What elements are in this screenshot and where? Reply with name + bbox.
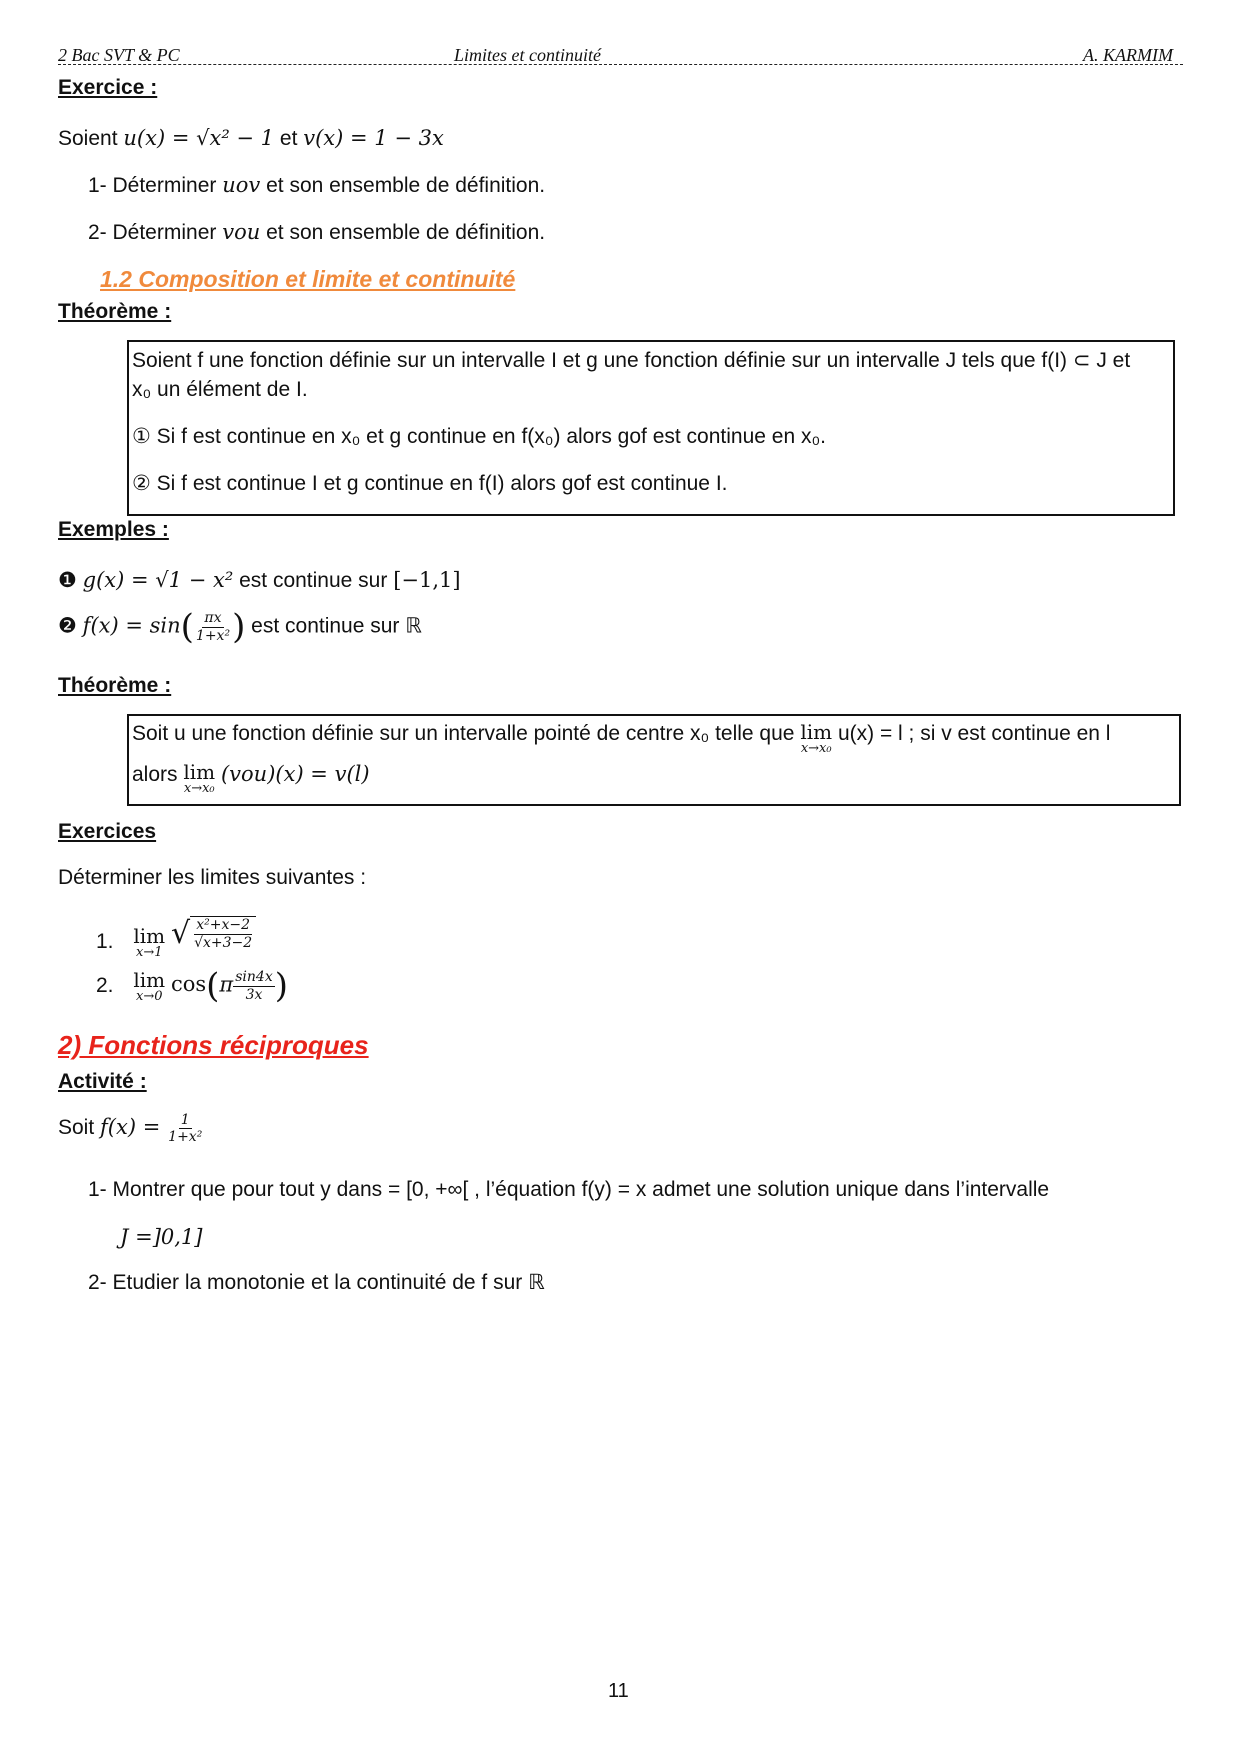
item1-suffix: et son ensemble de définition. (266, 174, 546, 197)
item1-math: uov (222, 173, 261, 197)
exercices-item-1-num: x²+x−2 (196, 917, 251, 934)
activite-soit: Soit (58, 1116, 95, 1140)
exercices-item-2 (96, 966, 288, 1006)
exemple-2-lparen: ( (180, 607, 194, 647)
header-right: A. KARMIM (1083, 45, 1173, 65)
activite-num: 1 (180, 1112, 190, 1128)
exemple-1-math: g(x) = √1 − x² (82, 568, 234, 592)
item2-prefix: 2- Déterminer (88, 221, 217, 244)
exercices-item-2-num: sin4x (235, 969, 273, 986)
exercices-item-2-fn: cos (170, 972, 207, 996)
exercice-item-2 (88, 220, 545, 245)
exemple-1 (58, 568, 461, 593)
theoreme-1-line-4: ② Si f est continue I et g continue en f(I) alors gof est continue I. (132, 472, 728, 495)
theoreme-1-line-3: ① Si f est continue en x₀ et g continue en f(x₀) alors gof est continue en x₀. (132, 425, 827, 448)
theoreme-2-lim (800, 722, 832, 755)
theoreme-2-line-1 (132, 722, 1110, 755)
exemple-1-interval: [−1,1] (393, 568, 461, 592)
theoreme-2-line-2-b: (vou)(x) = v(l) (220, 762, 370, 786)
exercices-item-2-lim-sub: x→0 (135, 989, 163, 1004)
exemple-1-text: est continue sur (239, 569, 388, 592)
exercice-intro-word: Soient (58, 127, 118, 150)
header-left: 2 Bac SVT & PC (58, 45, 180, 65)
section-2-title: 2) Fonctions réciproques (58, 1030, 369, 1060)
exercice-item-1 (88, 173, 545, 198)
exemple-2-math: f(x) = sin (82, 613, 181, 638)
theoreme-2-line-1-a: Soit u une fonction définie sur un intervalle pointé de centre x₀ telle que (132, 722, 795, 745)
theoreme-1-line-2: x₀ un élément de I. (132, 378, 308, 401)
exercices-item-2-den: 3x (245, 986, 263, 1003)
exercices-intro: Déterminer les limites suivantes : (58, 866, 367, 889)
theoreme-1-title: Théorème : (58, 300, 172, 323)
exercice-et: et (279, 127, 298, 150)
exemple-2-bullet: ❷ (58, 614, 77, 638)
exercice-title: Exercice : (58, 76, 158, 99)
theoreme-2-lim-2-word: lim (183, 760, 216, 784)
item1-prefix: 1- Déterminer (88, 174, 217, 197)
activite-f-def: f(x) = (100, 1115, 161, 1140)
exercices-item-1 (96, 916, 256, 959)
exercices-item-2-label: 2. (96, 974, 114, 997)
theoreme-1-line-1: Soient f une fonction définie sur un intervalle I et g une fonction définie sur un intervalle J tels que f(I) ⊂ J et (132, 349, 1131, 372)
exercices-item-2-fraction (233, 969, 274, 1002)
exemple-2 (58, 607, 422, 647)
activite-title: Activité : (58, 1070, 147, 1093)
exercices-item-2-rparen: ) (274, 966, 288, 1006)
activite-item-1-line-2: J =]0,1] (120, 1225, 203, 1249)
page-number: 11 (608, 1680, 629, 1702)
header-center: Limites et continuité (454, 45, 601, 65)
header-rule (58, 64, 1183, 65)
theoreme-2-line-2 (132, 762, 370, 795)
exemple-2-rparen: ) (232, 607, 246, 647)
exercices-item-1-fraction (190, 916, 256, 950)
theoreme-2-line-2-a: alors (132, 763, 178, 786)
theoreme-2-line-1-b: u(x) = l ; si v est continue en l (837, 722, 1111, 745)
item2-suffix: et son ensemble de définition. (266, 221, 546, 244)
exemples-title: Exemples : (58, 518, 169, 541)
exercice-intro (58, 126, 444, 151)
exercices-item-2-lim-word: lim (133, 968, 166, 992)
exemple-2-den: 1+x² (195, 627, 231, 644)
exercices-item-1-label: 1. (96, 930, 114, 953)
u-definition: u(x) = √x² − 1 (123, 126, 275, 150)
exercices-title: Exercices (58, 820, 157, 843)
exemple-2-fraction (194, 610, 232, 643)
section-1-2-title: 1.2 Composition et limite et continuité (100, 266, 516, 292)
theoreme-2-lim-2 (183, 762, 215, 795)
theoreme-2-lim-2-sub: x→x₀ (183, 781, 215, 796)
exemple-2-num: πx (204, 610, 222, 627)
exercices-item-1-lim (133, 926, 165, 959)
theoreme-2-title: Théorème : (58, 674, 172, 697)
exercices-item-2-lparen: ( (206, 966, 220, 1006)
exemple-2-text: est continue sur ℝ (251, 614, 422, 638)
activite-fraction (166, 1112, 204, 1145)
activite-item-2: 2- Etudier la monotonie et la continuité de f sur ℝ (88, 1271, 545, 1294)
activite-item-1-line-1: 1- Montrer que pour tout y dans = [0, +∞[ , l’équation f(y) = x admet une solution unique dans l’intervalle (88, 1178, 1050, 1201)
exercices-item-1-lim-word: lim (133, 924, 166, 948)
exemple-1-bullet: ❶ (58, 569, 77, 592)
exercices-item-2-lim (133, 970, 165, 1003)
theoreme-2-lim-word: lim (800, 720, 833, 744)
item2-math: vou (222, 220, 261, 244)
theoreme-2-lim-sub: x→x₀ (800, 741, 832, 756)
activite-intro (58, 1112, 204, 1145)
exercices-item-1-den: √x+3−2 (194, 934, 253, 951)
exercices-item-1-sqrt-sign: √ (170, 916, 191, 951)
exercices-item-1-lim-sub: x→1 (135, 945, 163, 960)
v-definition: v(x) = 1 − 3x (303, 126, 444, 150)
exercices-item-2-pi: π (219, 972, 234, 997)
activite-den: 1+x² (168, 1129, 203, 1146)
